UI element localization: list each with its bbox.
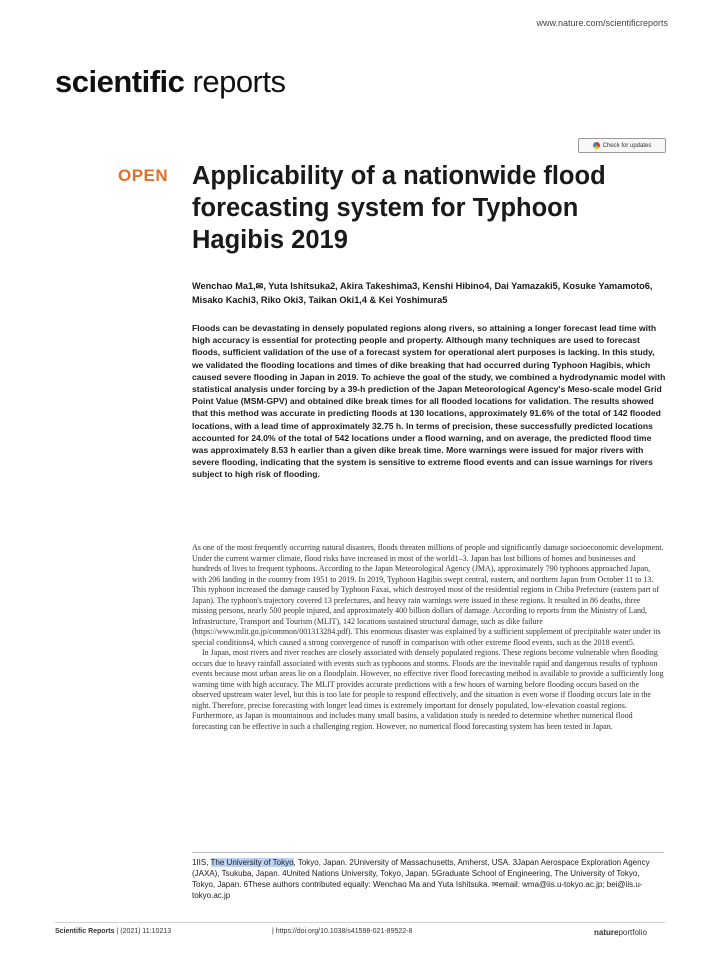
journal-logo-word1: scientific xyxy=(55,64,185,99)
body-paragraph-1: As one of the most frequently occurring natural disasters, floods threaten millions of people and significantly damage socioeconomic development. Under the current warmer climate, flood risks have increased in most of the world1–3. Japan has lost billions of homes and businesses and hundreds of lives to frequent typhoons. According to the Japan Meteorological Agency (JMA), approximately 790 typhoons approached Japan, with 206 landing in the country from 1951 to 2019. In 2019, Typhoon Hagibis swept central, eastern, and northern Japan from October 11 to 13. This typhoon increased the damage caused by Typhoon Faxai, which destroyed most of the residential regions in Chiba Prefecture (eastern part of Japan). The typhoon's trajectory covered 13 prefectures, and heavy rain warnings were issued in these regions. It resulted in 86 deaths, three missing persons, nearly 500 people injured, and approximately 400 billion dollars of damage. According to reports from the Ministry of Land, Infrastructure, Transport and Tourism (MLIT), 142 locations sustained structural damage, such as dike failure (https://www.mlit.go.jp/common/001313284.pdf). This enormous disaster was explained by a sufficient supplement of precipitable water under its special conditions4, which caused a strong convergence of runoff in comparison with other extreme flood events, such as the 2018 event5. xyxy=(192,543,664,647)
author-list[interactable]: Wenchao Ma1,✉, Yuta Ishitsuka2, Akira Takeshima3, Kenshi Hibino4, Dai Yamazaki5, Kosuke Yamamoto6, Misako Kachi3, Riko Oki3, Taikan Oki1,4 & Kei Yoshimura5 xyxy=(192,281,653,305)
check-for-updates-button[interactable] xyxy=(578,138,666,153)
publisher-logo xyxy=(594,928,647,937)
footer-volume: (2021) 11:10213 xyxy=(120,928,172,935)
article-title: Applicability of a nationwide flood forecasting system for Typhoon Hagibis 2019 xyxy=(192,162,606,254)
footer-divider xyxy=(55,922,665,923)
journal-logo-word2: reports xyxy=(192,64,286,99)
body-text xyxy=(192,543,664,732)
publisher-logo-bold: nature xyxy=(594,928,619,937)
check-for-updates-label: Check for updates xyxy=(602,142,652,149)
affiliations xyxy=(192,857,664,901)
affiliations-prefix: 1IIS, xyxy=(192,858,211,867)
affiliations-divider xyxy=(192,852,664,853)
footer-citation: Scientific Reports | (2021) 11:10213 xyxy=(55,928,172,935)
footer-doi-link[interactable]: https://doi.org/10.1038/s41598-021-89522-8 xyxy=(275,928,413,935)
footer-journal: Scientific Reports xyxy=(55,928,115,935)
abstract: Floods can be devastating in densely populated regions along rivers, so attaining a longer forecast lead time with high accuracy is essential for protecting people and property. Although many techniques are used to forecast floods, sufficient validation of the use of a forecast system for operational alert purposes is lacking. In this study, we validated the flooding locations and times of dike breaking that had occurred during Typhoon Hagibis, which caused severe flooding in Japan in 2019. To achieve the goal of the study, we combined a hydrodynamic model with statistical analysis under forcing by a 39-h prediction of the Japan Meteorological Agency's Meso-scale model Grid Point Value (MSM-GPV) and obtained dike break times for all flooded locations for validation. The results showed that this method was accurate in predicting floods at 130 locations, approximately 91.6% of the total of 142 flooded locations, with a lead time of approximately 32.75 h. In terms of precision, these successfully predicted locations accounted for 24.0% of the total of 542 locations under a flood warning, and on average, the predicted flood time was approximately 8.53 h earlier than a given dike break time. More warnings were issued for major rivers with severe flooding, indicating that the system is sensitive to extreme flood events and can issue warnings for rivers subject to high risk of flooding. xyxy=(192,323,666,480)
crossmark-icon xyxy=(593,142,600,149)
journal-logo xyxy=(55,64,286,100)
highlighted-affiliation[interactable]: The University of Tokyo xyxy=(210,858,294,867)
publisher-logo-rest: portfolio xyxy=(618,928,647,937)
site-url[interactable]: www.nature.com/scientificreports xyxy=(536,18,668,28)
footer-doi[interactable]: | https://doi.org/10.1038/s41598-021-89522-8 xyxy=(272,928,413,935)
affiliations-rest: , Tokyo, Japan. 2University of Massachusetts, Amherst, USA. 3Japan Aerospace Exploration Agency (JAXA), Tsukuba, Japan. 4United Nations University, Tokyo, Japan. 5Graduate School of Engineering, The University of Tokyo, Tokyo, Japan. 6These authors contributed equally: Wenchao Ma and Yuta Ishitsuka. ✉email: wma@iis.u-tokyo.ac.jp; bei@iis.u-tokyo.ac.jp xyxy=(192,858,650,900)
open-access-label: OPEN xyxy=(118,166,169,185)
body-paragraph-2: In Japan, most rivers and river reaches are closely associated with densely populated regions. These regions become vulnerable when flooding occurs due to heavy rainfall associated with events such as typhoons and storms. Floods are the inevitable rapid and dangerous results of typhoon events because most urban areas lie on a floodplain. However, no effective river flood forecasting method is available to provide a sufficiently long warning time with high accuracy. The MLIT provides accurate predictions with a few hours of warning before flooding occurs based on the observed upstream water level, but this is too late for people to respond effectively, and the situation is even worse if flooding occurs late in the night. Therefore, precise forecasting with longer lead times is extremely important for densely populated, low-elevation coastal regions. Furthermore, as Japan is mountainous and includes many small basins, a validation study is needed to determine whether numerical flood forecasting can be effective in such a challenging region. However, no numerical flood forecasting system has been tested in Japan. xyxy=(192,648,664,731)
